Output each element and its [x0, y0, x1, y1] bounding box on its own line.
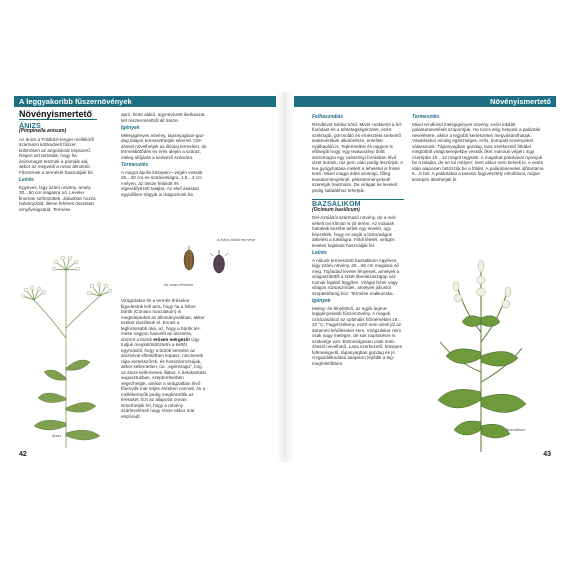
caption-anise-plant: Ánizs: [52, 434, 62, 438]
caution-bold: erősen mérgező!: [153, 336, 190, 342]
section-title: Növényismertető: [19, 112, 97, 120]
basil-cultivation-text: Mivel rendkívül melegigényes növény, ezért inkább palántanevelését szaporítjuk. Ha nincs elég helyünk a palánták nevelésére, akkor a legjobb kertészeten megvásárolhatjuk. Vásárláskor mindig egészséges, erős, kompakt növényeket válasszunk. Tápanyagban gazdag, laza szerkezetű földdel megtöltött virágcserepekbe vessük őket március végén. Egy cserépbe 10…12 magot tegyünk. A magokat pálcikával nyomjuk be a talajba, de ne túl mélyen; mert akkor nem kelnek ki. A vetés után alaposan öntözzük be a földet. A palántaneveles idôtartama 6…8 hét. A palántákat a tavaszi fagyvesztély elmúltával, május közepén ültethetjük ki.: [412, 121, 544, 182]
right-page: [294, 92, 556, 462]
anise-caution-column: [121, 298, 207, 422]
left-column-2: [121, 112, 207, 200]
anise-caution-text: [121, 298, 207, 419]
anise-cultivation-heading: Termesztés: [121, 162, 149, 168]
basil-intro: Dél-Ázsiából származó növény, de a mérsékelt övi klímán is jól terem. Az indiaiak halottaik kezébe tették egy levelét, úgy képzelték, hogy ez segíti a biztonságos átkelést a túlvilágra. Földi lételét, virágos leveles hajtásait használják fel.: [312, 215, 397, 248]
plant-latin-basil: (Ocimum basilicum): [312, 206, 360, 213]
anise-usage-heading: Felhasználás: [312, 114, 344, 120]
anise-plant-illustration: [16, 248, 116, 448]
caption-hemlock-seed: A foltos bürök termése: [217, 238, 255, 242]
basil-plant-illustration: [426, 252, 536, 452]
basil-description-text: A nálunk termesztett bazsalikom egyéves, lágy szárú növény, 40…60 cm magasra nő meg. Tojásdad levelei fényesek, amelyek a világoszöldtől a sötét liberalizasztgöp változnak fajtától függően. Virágai fehér vagy világos rózsaszínűek, amelyek júliustól szeptemberig hoz. Termése makkocska.: [312, 257, 400, 296]
anise-description-heading: Leírás: [19, 177, 34, 183]
book-gutter: [276, 92, 294, 462]
plant-latin-anise: (Pimpinella anisum): [19, 128, 67, 134]
left-page-number: 42: [19, 451, 27, 458]
anise-requirements-text: Melegigényes növény, tápanyagban-gazdag talajon termeszthetjük sikerrel. Ontzéssel növelhetjük az illóolaj termelést, de terméskötődés és érés idején a száraz, meleg időjárás a kedvező számára.: [121, 132, 207, 160]
right-page-number: 43: [543, 451, 551, 458]
left-page: [14, 92, 276, 462]
anise-requirements-heading: Igények: [121, 125, 140, 131]
seed-illustrations: [169, 240, 249, 288]
right-column-2: [412, 112, 548, 185]
anise-usage-text: Rendkívül széles körű. Mivel csökkenti a felfúvódást és a tehtetegségérzetet, ezért székhajtó, görcsoldó és emésztést serkentő teakeverékek alkotórésze, emellett nyálkaoldó is. Tejtermelést és nagyon is elősegíti hogy, egy teakanálnyi őrölt ánizsmagra egy csészényi forrásban lévő vizet öntünk, ráz perc után pedig leszűrjük. A tea gyógyhatása mellett a leheletet is frissé teszi. Mivel magja édes aromájú, főleg teasüteményeknél, péksüteményeknél szeretjük használni. De virágait és leveleit pedig salátákhoz tehetjük.: [312, 121, 403, 193]
hemlock-seed-icon: [210, 250, 228, 273]
caption-anise-seed: Az ánizs termése: [164, 283, 194, 287]
caption-basil-plant: Bazsalikom: [506, 428, 526, 432]
basil-cultivation-heading: Termesztés: [412, 114, 440, 120]
right-running-head: Növényismertető: [294, 96, 556, 107]
basil-requirements-text: Meleg- és fényfeltvő, az egyik legmelegigényesebb fűszernövény. A magok csírázásához az optimális hőmérséklet 18…22 °C. Fagyérzékeny, ezért nem viseli jól az átmeneti lehűléseket sem. Virágzáskor nem csak nagy melegre, de sok napsütésre is szüksége van. Biztonságosan csak öntözéssel nevelhető. Laza szerkezetű, közepes feltmelegedő, tápanyagban gazdag és jó vízgazdálkodású talajokon fejlődik a legmegfelelőbben.: [312, 305, 402, 366]
caution-text-2: Úgy tudjuk megkülönböztetni a kettőt egymástól, hogy a bürök termése az ánizséval ellentétben kopasz, nincsenek rajta sertesszőrök, és hosszdorozsújak, akkor kellemetlen, ún. „egérszagú”, míg az ánizs kellemesen illatos. A betakarítást augusztusban, szeptemberben végezhetjük, amikor a virágzatban lévő főernyők már teljes érésben vannak, és a mellékernyők pedig megközelítik az érésüket. Ezt az állapotot onnan ismerhetjük fel, hogy a növény szárlevelének nagy része ekkor már elszáradt.: [121, 336, 206, 419]
left-running-head: A leggyakoribb fűszernövények: [14, 96, 276, 107]
right-column-1: [312, 112, 404, 369]
plant-name-anise: ÁNIZS: [19, 122, 41, 130]
basil-requirements-heading: Igények: [312, 298, 331, 304]
anise-seed-icon: [184, 246, 194, 270]
basil-description-heading: Leírás: [312, 250, 327, 256]
anise-intro: Az ánizs a Földközi-tenger mellékiről származó közkedvelt fűszer, különösen az angoloknál népszerű. Régen azt tartották, hogy ha ánizsmagot tesznek a párnáik alá, akkor az megvédi a rossz álmoktól. Fűszernek a termését használják fel.: [19, 136, 94, 175]
left-column-1: [19, 109, 97, 215]
plant-name-basil: BAZSALIKOM: [312, 199, 404, 208]
anise-cultivation-text: A magot április közepén—végén vessük 25…30 cm-es sortávolságra, 1,5…2 cm mélyen, az össze felásott és elgereblyézett talajba. Az első ásással egyidőben trágyát is dolgozzunk be.: [121, 169, 203, 197]
book-spread: [14, 92, 556, 462]
anise-description-text: Egyéves, lágy szárú növény, amely 30…50 cm magasra nő. Levelei finoman szőrözöttek. Júliusban hozza halványzöld, illetve fehéres összetett ernyővirágzatát. Termése: [19, 184, 96, 212]
anise-col2-top: apró, körte alakú, ügynevezett ikerkaszat két részterméstből áll össze.: [121, 112, 205, 123]
caution-text-1: Virágzáskor és a termés érésekor figyelmünk kell arra, hogy ha a foltos bürök (Conium maculatum) is megtelepedett az állományunkban, akkor ezeket távolítsuk el. Ennek a legfontosabb oka, az, hogy a bürök termése nagyon hasonlít az ánizséra, viszont a bürök: [121, 298, 205, 342]
